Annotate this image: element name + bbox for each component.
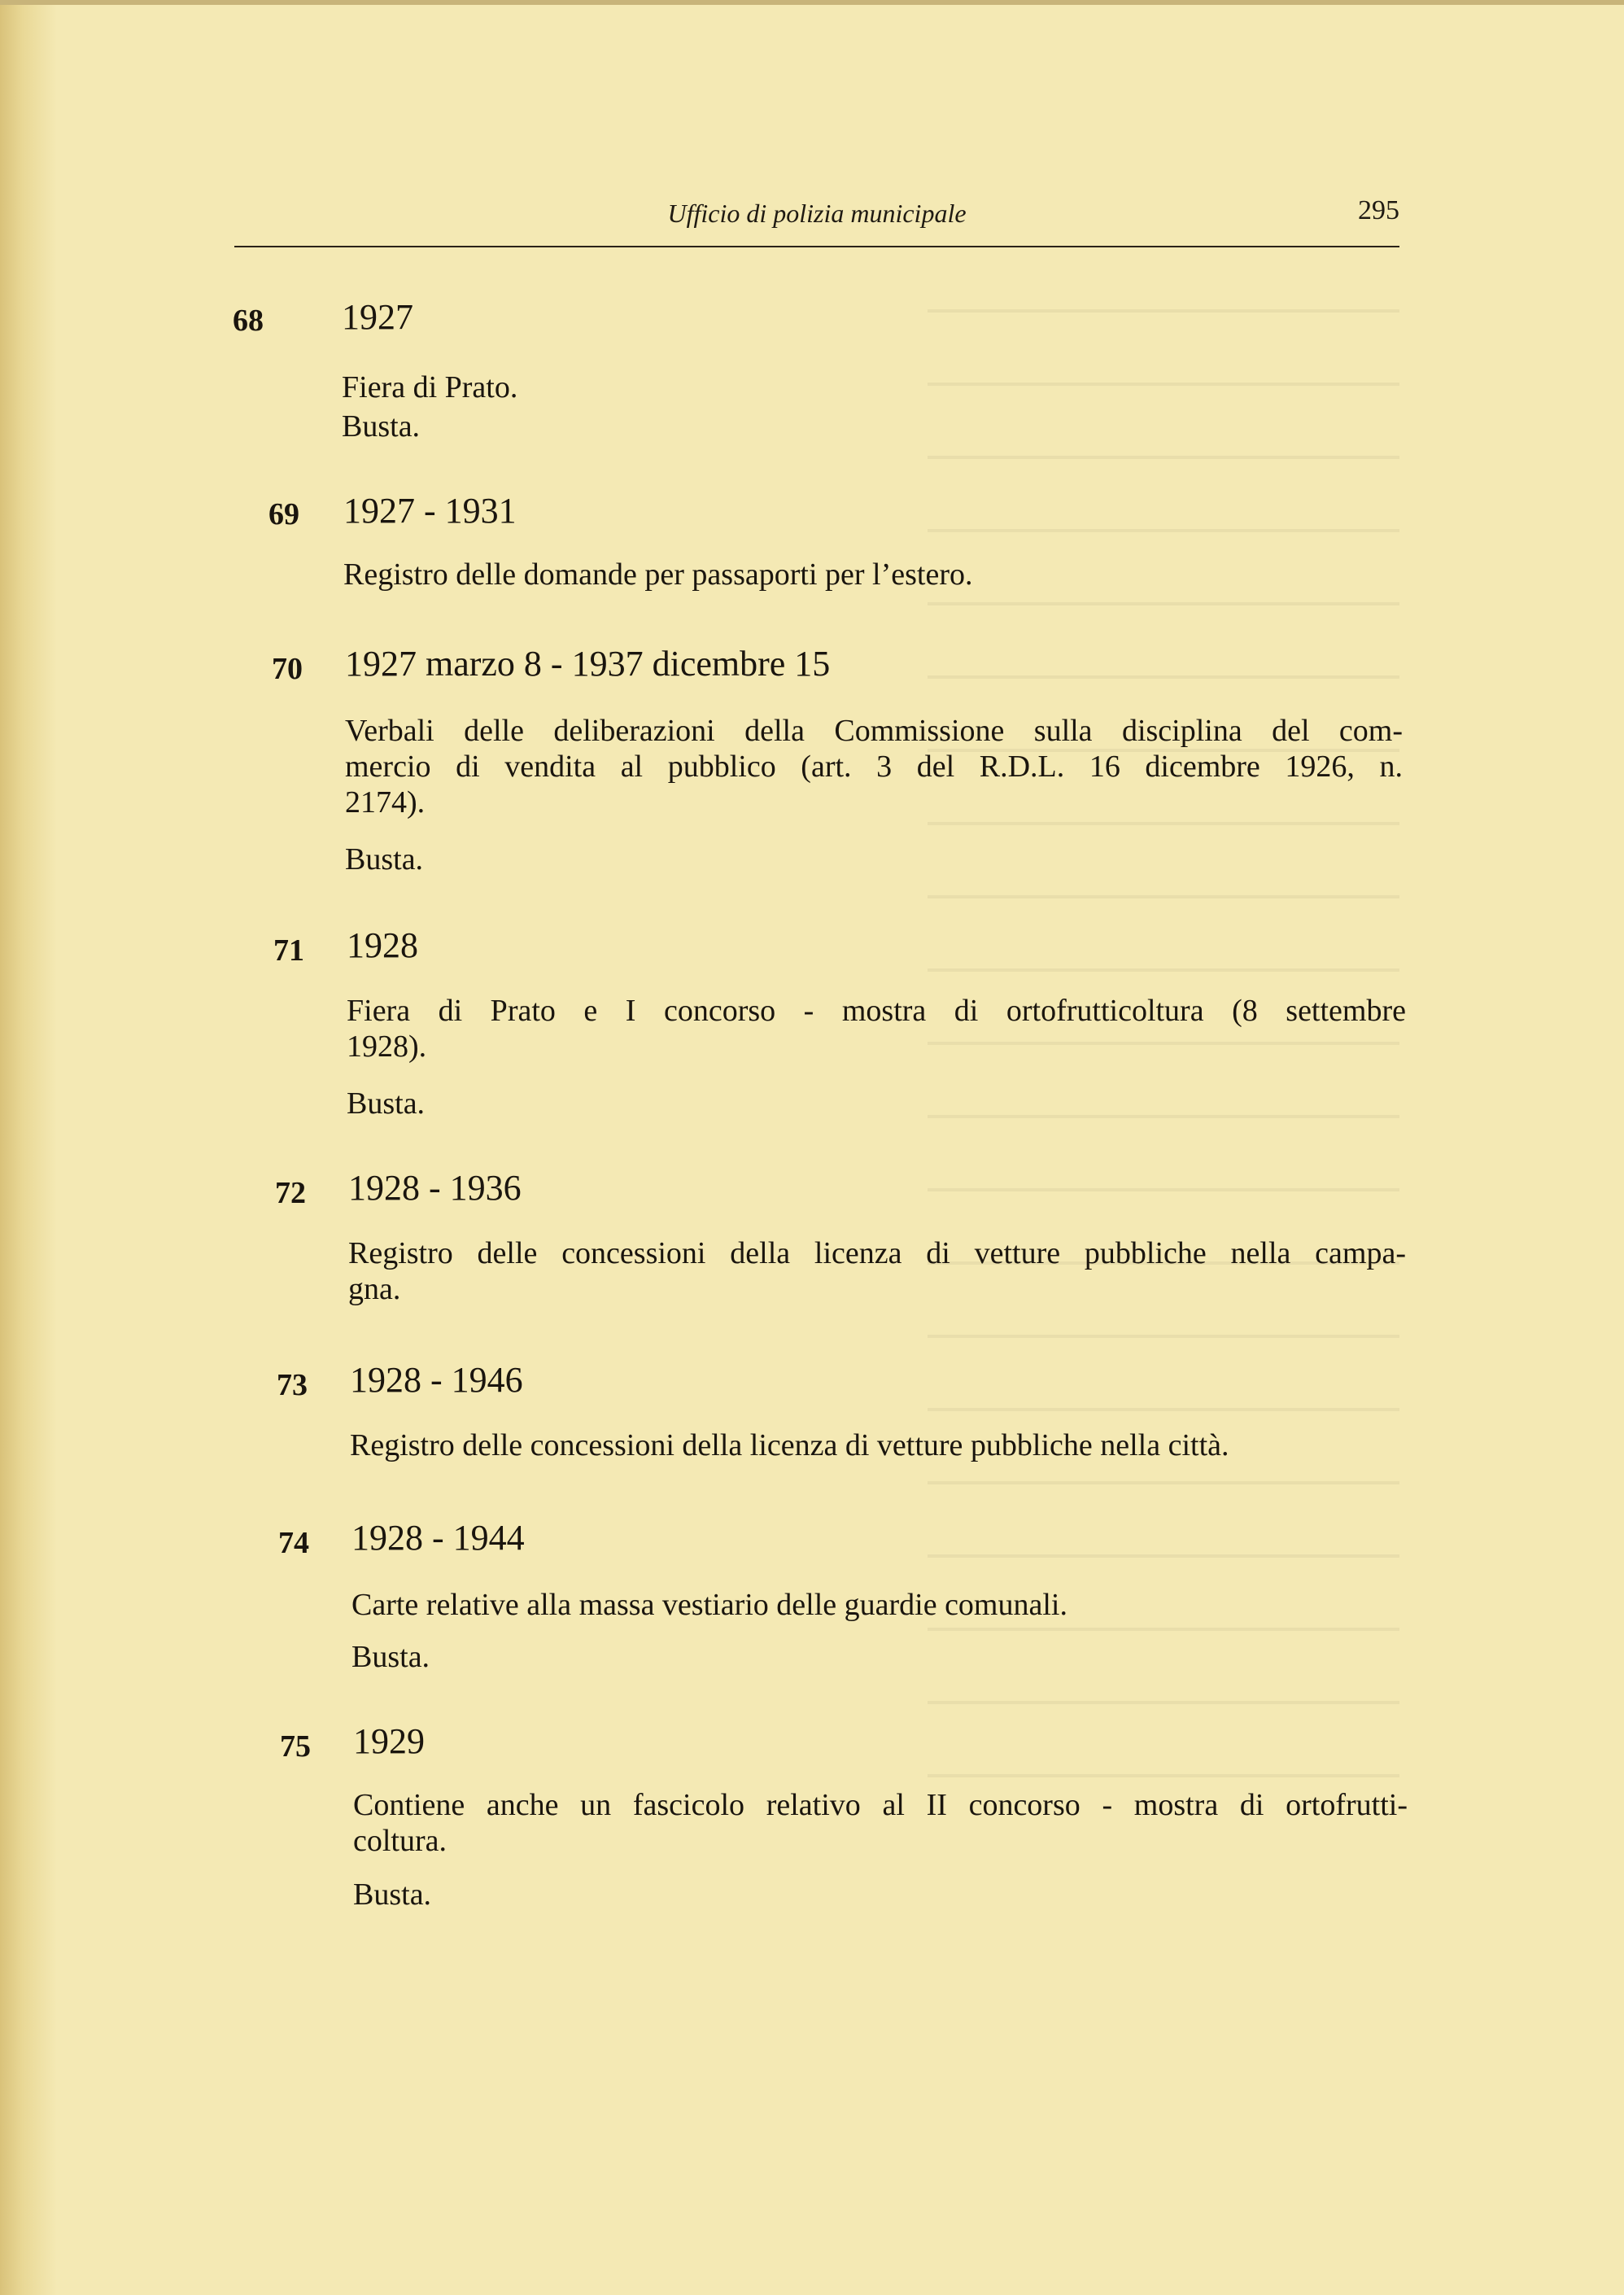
description-line: Carte relative alla massa vestiario delle guardie comunali. — [351, 1588, 1067, 1622]
page-gutter — [0, 0, 57, 2295]
entry-number: 70 — [272, 652, 303, 686]
entry-busta: Busta. — [351, 1640, 430, 1674]
entry-busta: Busta. — [347, 1086, 426, 1121]
description-line: mercio di vendita al pubblico (art. 3 del R.D.L. 16 dicembre 1926, n. — [345, 750, 1403, 784]
entry-busta: Busta. — [342, 409, 421, 444]
entry-description — [348, 1235, 1406, 1307]
description-line: 2174). — [345, 785, 426, 820]
entry-description — [343, 557, 1401, 592]
entry-description — [342, 369, 1399, 405]
entry-date: 1927 marzo 8 - 1937 dicembre 15 — [345, 644, 831, 684]
description-line: 1928). — [347, 1029, 427, 1064]
entry-number: 68 — [233, 304, 264, 338]
description-line: Fiera di Prato. — [342, 370, 518, 404]
entry-number: 74 — [278, 1526, 309, 1560]
entry-date: 1927 - 1931 — [343, 491, 517, 531]
entry-number: 71 — [273, 933, 304, 968]
entry-description — [350, 1427, 1408, 1463]
entry-date: 1928 - 1936 — [348, 1168, 522, 1208]
entry-date: 1928 - 1944 — [351, 1518, 525, 1558]
entry-date: 1929 — [353, 1721, 425, 1761]
entry-date: 1927 — [342, 297, 413, 337]
description-line: Fiera di Prato e I concorso - mostra di ortofrutticoltura (8 settembre — [347, 994, 1406, 1028]
description-line: Verbali delle deliberazioni della Commissione sulla disciplina del com- — [345, 714, 1403, 748]
page-number: 295 — [1358, 195, 1399, 225]
running-header — [234, 192, 1399, 247]
entry-date: 1928 — [347, 925, 418, 965]
entry-number: 73 — [277, 1368, 308, 1402]
description-line: Registro delle concessioni della licenza di vetture pubbliche nella città. — [350, 1428, 1229, 1462]
entry-busta: Busta. — [345, 842, 424, 876]
description-line: coltura. — [353, 1824, 447, 1858]
header-title: Ufficio di polizia municipale — [667, 199, 967, 228]
entry-description — [351, 1587, 1409, 1623]
entry-description — [353, 1787, 1408, 1859]
description-line: Registro delle domande per passaporti per l’estero. — [343, 557, 973, 592]
page-top-edge — [0, 0, 1624, 5]
entry-description — [345, 713, 1403, 820]
entry-number: 69 — [268, 497, 299, 531]
entry-busta: Busta. — [353, 1878, 432, 1912]
description-line: Registro delle concessioni della licenza di vetture pubbliche nella campa- — [348, 1236, 1406, 1270]
description-line: Contiene anche un fascicolo relativo al II concorso - mostra di ortofrutti- — [353, 1788, 1408, 1822]
entry-number: 75 — [280, 1729, 311, 1764]
description-line: gna. — [348, 1272, 401, 1306]
entry-description — [347, 993, 1406, 1064]
entry-date: 1928 - 1946 — [350, 1360, 523, 1400]
entry-number: 72 — [275, 1176, 306, 1210]
